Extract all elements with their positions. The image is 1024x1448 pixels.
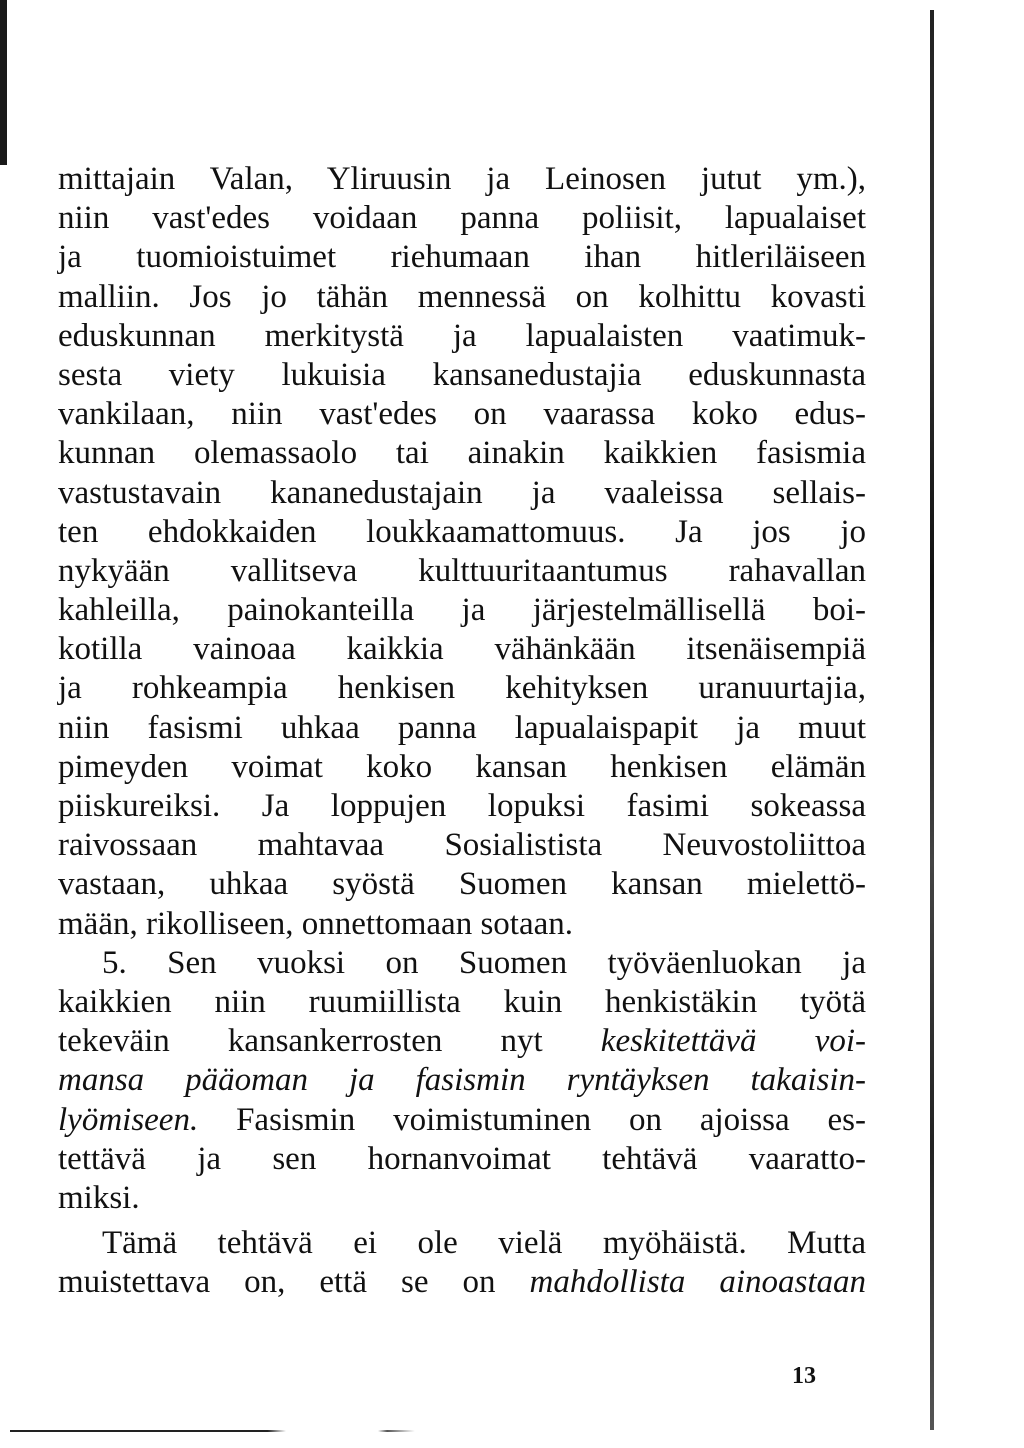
scan-edge-right xyxy=(930,10,934,1430)
text-line: mittajain Valan, Yliruusin ja Leinosen jutut ym.), xyxy=(58,161,866,197)
italic-segment: keskitettävä voi- xyxy=(600,1023,866,1060)
text-line: ja rohkeampia henkisen kehityksen uranuurtajia, xyxy=(58,670,866,707)
text-line: miksi. xyxy=(58,1179,140,1216)
page-number: 13 xyxy=(792,1363,816,1389)
text-line: pimeyden voimat koko kansan henkisen elämän xyxy=(58,748,866,785)
text-line: malliin. Jos jo tähän mennessä on kolhittu kovasti xyxy=(58,278,866,315)
text-line: vastaan, uhkaa syöstä Suomen kansan mielettö- xyxy=(58,866,866,903)
text-segment: tekeväin kansankerrosten nyt xyxy=(58,1023,601,1060)
text-line: vastustavain kananedustajain ja vaaleissa sellais- xyxy=(58,474,866,511)
text-line: kotilla vainoaa kaikkia vähänkään itsenäisempiä xyxy=(58,631,866,668)
text-line: niin vast'edes voidaan panna poliisit, lapualaiset xyxy=(58,200,866,237)
text-line: kunnan olemassaolo tai ainakin kaikkien fasismia xyxy=(58,435,866,472)
body-text xyxy=(58,160,866,1302)
text-line: kaikkien niin ruumiillista kuin henkistäkin työtä xyxy=(58,983,866,1020)
text-segment: muistettava on, että se on xyxy=(58,1264,530,1301)
bottom-rule xyxy=(10,1430,930,1432)
text-line: nykyään vallitseva kulttuuritaantumus rahavallan xyxy=(58,552,866,589)
text-line: ten ehdokkaiden loukkaamattomuus. Ja jos jo xyxy=(58,513,866,550)
text-line xyxy=(58,1263,866,1302)
scan-edge-left xyxy=(0,0,7,165)
text-line: kahleilla, painokanteilla ja järjestelmällisellä boi- xyxy=(58,592,866,629)
text-line: tettävä ja sen hornanvoimat tehtävä vaaratto- xyxy=(58,1140,866,1177)
text-line xyxy=(58,1022,866,1061)
text-line: sesta viety lukuisia kansanedustajia eduskunnasta xyxy=(58,356,866,393)
italic-segment: lyömiseen. xyxy=(58,1101,199,1138)
text-line: ja tuomioistuimet riehumaan ihan hitleriläiseen xyxy=(58,239,866,276)
text-line: raivossaan mahtavaa Sosialistista Neuvostoliittoa xyxy=(58,827,866,864)
text-line: piiskureiksi. Ja loppujen lopuksi fasimi sokeassa xyxy=(58,788,866,824)
text-segment: Fasismin voimistuminen on ajoissa es- xyxy=(198,1101,866,1138)
text-line: 5. Sen vuoksi on Suomen työväenluokan ja xyxy=(102,944,866,981)
italic-segment: mahdollista ainoastaan xyxy=(529,1264,867,1301)
text-line: niin fasismi uhkaa panna lapualaispapit ja muut xyxy=(58,709,866,746)
text-line: mansa pääoman ja fasismin ryntäyksen takaisin- xyxy=(58,1062,866,1099)
text-line: vankilaan, niin vast'edes on vaarassa koko edus- xyxy=(58,396,866,433)
text-line xyxy=(58,1101,866,1140)
text-line: Tämä tehtävä ei ole vielä myöhäistä. Mutta xyxy=(102,1225,866,1262)
text-line: eduskunnan merkitystä ja lapualaisten vaatimuk- xyxy=(58,317,866,354)
text-line: mään, rikolliseen, onnettomaan sotaan. xyxy=(58,905,574,942)
